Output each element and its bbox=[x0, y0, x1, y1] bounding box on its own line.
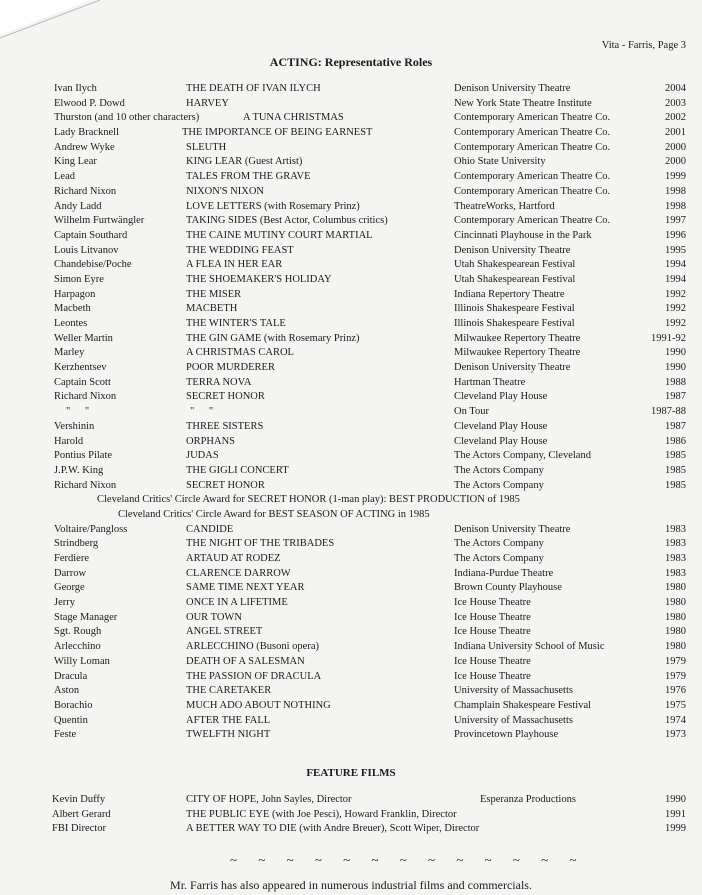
venue: Indiana Repertory Theatre bbox=[454, 288, 565, 300]
venue: Ohio State University bbox=[454, 156, 546, 168]
year: 1980 bbox=[665, 582, 686, 594]
venue: Utah Shakespearean Festival bbox=[454, 259, 576, 271]
role-name: Strindberg bbox=[54, 538, 99, 550]
ditto-mark: " " bbox=[190, 406, 220, 418]
venue: The Actors Company, Cleveland bbox=[454, 450, 591, 462]
play-title: DEATH OF A SALESMAN bbox=[186, 655, 305, 667]
venue: Contemporary American Theatre Co. bbox=[454, 215, 611, 227]
venue: The Actors Company bbox=[454, 553, 544, 564]
venue: Cincinnati Playhouse in the Park bbox=[454, 229, 592, 241]
play-title: THE PASSION OF DRACULA bbox=[186, 670, 322, 682]
play-title: POOR MURDERER bbox=[186, 362, 275, 374]
play-title: TWELFTH NIGHT bbox=[186, 729, 271, 741]
role-name: George bbox=[54, 582, 85, 594]
role-row bbox=[0, 377, 702, 392]
role-name: Louis Litvanov bbox=[54, 244, 119, 256]
role-row bbox=[0, 685, 702, 700]
footer-note: Mr. Farris has also appeared in numerous industrial films and commercials. bbox=[170, 878, 532, 892]
year: 1987 bbox=[665, 420, 686, 432]
role-row bbox=[0, 156, 702, 171]
role-row bbox=[0, 201, 702, 216]
play-title: THE WEDDING FEAST bbox=[186, 244, 294, 256]
year: 1994 bbox=[665, 273, 686, 285]
role-row bbox=[0, 729, 702, 744]
play-title: TERRA NOVA bbox=[186, 376, 252, 388]
role-name: Harpagon bbox=[54, 288, 96, 300]
play-title: JUDAS bbox=[186, 450, 219, 462]
role-name: Feste bbox=[54, 729, 77, 741]
year: 2003 bbox=[665, 97, 686, 109]
production-company: Esperanza Productions bbox=[480, 794, 576, 805]
role-name: Kerzhentsev bbox=[54, 362, 107, 374]
venue: New York State Theatre Institute bbox=[454, 97, 592, 109]
award-line bbox=[0, 494, 702, 509]
role-name: Ferdiere bbox=[54, 553, 89, 564]
venue: Cleveland Play House bbox=[454, 435, 548, 447]
play-title: TAKING SIDES (Best Actor, Columbus critics) bbox=[186, 215, 388, 227]
play-title: A CHRISTMAS CAROL bbox=[186, 347, 294, 359]
year: 2004 bbox=[665, 83, 686, 94]
role-row bbox=[0, 303, 702, 318]
play-title: SAME TIME NEXT YEAR bbox=[186, 582, 305, 594]
role-row bbox=[0, 347, 702, 362]
venue: Hartman Theatre bbox=[454, 376, 526, 388]
role-row bbox=[0, 171, 702, 186]
award-line bbox=[0, 509, 702, 524]
play-title: ONCE IN A LIFETIME bbox=[186, 597, 288, 609]
year: 2002 bbox=[665, 112, 686, 124]
role-row bbox=[0, 553, 702, 568]
play-title: A FLEA IN HER EAR bbox=[186, 259, 283, 271]
role-row bbox=[0, 142, 702, 157]
feature-films-list bbox=[0, 794, 702, 838]
role-row bbox=[0, 524, 702, 539]
play-title: MACBETH bbox=[186, 303, 238, 315]
role-row bbox=[0, 289, 702, 304]
role-name: J.P.W. King bbox=[54, 464, 104, 476]
role-row bbox=[0, 83, 702, 98]
venue: The Actors Company bbox=[454, 538, 544, 550]
play-title: THE WINTER'S TALE bbox=[186, 318, 286, 329]
role-row bbox=[0, 391, 702, 406]
role-name: Simon Eyre bbox=[54, 273, 104, 285]
venue: Milwaukee Repertory Theatre bbox=[454, 347, 581, 359]
role-name: Wilhelm Furtwängler bbox=[54, 215, 145, 227]
ditto-mark: " " bbox=[66, 406, 96, 418]
venue: Denison University Theatre bbox=[454, 244, 571, 256]
role-name: Harold bbox=[54, 435, 84, 447]
role-row bbox=[0, 362, 702, 377]
role-name: Willy Loman bbox=[54, 655, 110, 667]
venue: Champlain Shakespeare Festival bbox=[454, 699, 592, 711]
year: 1990 bbox=[665, 347, 686, 359]
acting-roles-list bbox=[0, 83, 702, 744]
venue: Ice House Theatre bbox=[454, 626, 531, 638]
role-name: Richard Nixon bbox=[54, 391, 117, 403]
role-row bbox=[0, 333, 702, 348]
role-row bbox=[0, 597, 702, 612]
year: 1985 bbox=[665, 479, 686, 491]
play-title: SECRET HONOR bbox=[186, 391, 265, 403]
venue: Contemporary American Theatre Co. bbox=[454, 127, 611, 139]
venue: University of Massachusetts bbox=[454, 714, 573, 726]
films-section-title: FEATURE FILMS bbox=[306, 767, 396, 779]
year: 2000 bbox=[665, 156, 686, 168]
role-row bbox=[0, 406, 702, 421]
venue: Ice House Theatre bbox=[454, 655, 531, 667]
year: 1994 bbox=[665, 259, 686, 271]
film-title: THE PUBLIC EYE (with Joe Pesci), Howard Franklin, Director bbox=[186, 808, 457, 820]
play-title: ARLECCHINO (Busoni opera) bbox=[186, 641, 319, 653]
year: 2000 bbox=[665, 141, 686, 153]
year: 1975 bbox=[665, 699, 686, 711]
role-name: Captain Scott bbox=[54, 376, 111, 388]
role-row bbox=[0, 656, 702, 671]
play-title: ARTAUD AT RODEZ bbox=[186, 553, 281, 564]
venue: Illinois Shakespeare Festival bbox=[454, 318, 575, 329]
venue: Contemporary American Theatre Co. bbox=[454, 171, 611, 183]
venue: Cleveland Play House bbox=[454, 391, 548, 403]
venue: Denison University Theatre bbox=[454, 523, 571, 535]
year: 1985 bbox=[665, 450, 686, 462]
play-title: THE DEATH OF IVAN ILYCH bbox=[186, 83, 321, 94]
role-name: Darrow bbox=[54, 567, 87, 579]
role-name: Captain Southard bbox=[54, 229, 128, 241]
role-name: Richard Nixon bbox=[54, 185, 117, 197]
role-name: Dracula bbox=[54, 670, 88, 682]
year: 1987 bbox=[665, 391, 686, 403]
year: 1992 bbox=[665, 318, 686, 329]
role-row bbox=[0, 230, 702, 245]
play-title: A TUNA CHRISTMAS bbox=[243, 112, 344, 124]
role-row bbox=[0, 715, 702, 730]
venue: Denison University Theatre bbox=[454, 362, 571, 374]
year: 1983 bbox=[665, 523, 686, 535]
year: 1991-92 bbox=[651, 332, 686, 344]
film-row bbox=[0, 809, 702, 824]
film-row bbox=[0, 794, 702, 809]
year: 1980 bbox=[665, 626, 686, 638]
role-name: Stage Manager bbox=[54, 611, 118, 623]
year: 1991 bbox=[665, 808, 686, 820]
role-name: Borachio bbox=[54, 699, 93, 711]
year: 1983 bbox=[665, 538, 686, 550]
play-title: CLARENCE DARROW bbox=[186, 567, 291, 579]
role-name: Macbeth bbox=[54, 303, 91, 315]
role-row bbox=[0, 274, 702, 289]
year: 1998 bbox=[665, 185, 686, 197]
play-title: NIXON'S NIXON bbox=[186, 185, 265, 197]
role-name: Ivan Ilych bbox=[54, 83, 97, 94]
venue: The Actors Company bbox=[454, 479, 544, 491]
role-name: Kevin Duffy bbox=[52, 794, 106, 805]
film-title: CITY OF HOPE, John Sayles, Director bbox=[186, 794, 352, 805]
film-title: A BETTER WAY TO DIE (with Andre Breuer), Scott Wiper, Director bbox=[186, 823, 480, 835]
role-row bbox=[0, 641, 702, 656]
role-row bbox=[0, 582, 702, 597]
role-name: Andrew Wyke bbox=[54, 141, 115, 153]
play-title: THE MISER bbox=[186, 288, 242, 300]
venue: Indiana-Purdue Theatre bbox=[454, 567, 554, 579]
year: 1979 bbox=[665, 655, 686, 667]
play-title: THE GIGLI CONCERT bbox=[186, 464, 289, 476]
role-name: Aston bbox=[54, 685, 80, 697]
venue: Contemporary American Theatre Co. bbox=[454, 185, 611, 197]
venue: Provincetown Playhouse bbox=[454, 729, 559, 741]
year: 1987-88 bbox=[651, 406, 686, 418]
play-title: THE CARETAKER bbox=[186, 685, 272, 697]
year: 1998 bbox=[665, 200, 686, 212]
award-text: Cleveland Critics' Circle Award for SECRET HONOR (1-man play): BEST PRODUCTION of 1985 bbox=[97, 494, 520, 506]
award-text: Cleveland Critics' Circle Award for BEST SEASON OF ACTING in 1985 bbox=[118, 508, 430, 520]
venue: Cleveland Play House bbox=[454, 420, 548, 432]
play-title: AFTER THE FALL bbox=[186, 714, 271, 726]
year: 1992 bbox=[665, 303, 686, 315]
role-row bbox=[0, 98, 702, 113]
venue: University of Massachusetts bbox=[454, 685, 573, 697]
play-title: KING LEAR (Guest Artist) bbox=[186, 156, 303, 168]
venue: Ice House Theatre bbox=[454, 597, 531, 609]
play-title: TALES FROM THE GRAVE bbox=[186, 171, 311, 183]
venue: Utah Shakespearean Festival bbox=[454, 273, 576, 285]
year: 1980 bbox=[665, 611, 686, 623]
role-name: Weller Martin bbox=[54, 332, 113, 344]
role-name: Albert Gerard bbox=[52, 808, 111, 820]
venue: Milwaukee Repertory Theatre bbox=[454, 332, 581, 344]
role-name: Arlecchino bbox=[54, 641, 101, 653]
role-row bbox=[0, 480, 702, 495]
role-row bbox=[0, 671, 702, 686]
venue: Ice House Theatre bbox=[454, 611, 531, 623]
year: 1997 bbox=[665, 215, 686, 227]
role-name: King Lear bbox=[54, 156, 97, 168]
role-name: FBI Director bbox=[52, 823, 106, 835]
role-row bbox=[0, 112, 702, 127]
year: 1992 bbox=[665, 288, 686, 300]
play-title: MUCH ADO ABOUT NOTHING bbox=[186, 699, 331, 711]
role-row bbox=[0, 421, 702, 436]
venue: Illinois Shakespeare Festival bbox=[454, 303, 575, 315]
year: 1974 bbox=[665, 714, 686, 726]
venue: Indiana University School of Music bbox=[454, 641, 605, 653]
year: 1983 bbox=[665, 567, 686, 579]
role-name: Jerry bbox=[54, 597, 75, 609]
year: 1976 bbox=[665, 685, 686, 697]
role-row bbox=[0, 127, 702, 142]
play-title: SECRET HONOR bbox=[186, 479, 265, 491]
play-title: THREE SISTERS bbox=[186, 420, 264, 432]
play-title: THE CAINE MUTINY COURT MARTIAL bbox=[186, 229, 373, 241]
role-row bbox=[0, 612, 702, 627]
role-name: Pontius Pilate bbox=[54, 450, 113, 462]
venue: Contemporary American Theatre Co. bbox=[454, 141, 611, 153]
acting-section-title: ACTING: Representative Roles bbox=[269, 55, 433, 69]
play-title: THE SHOEMAKER'S HOLIDAY bbox=[186, 273, 332, 285]
role-row bbox=[0, 186, 702, 201]
film-row bbox=[0, 823, 702, 838]
play-title: THE IMPORTANCE OF BEING EARNEST bbox=[182, 127, 373, 139]
play-title: LOVE LETTERS (with Rosemary Prinz) bbox=[186, 200, 360, 212]
play-title: SLEUTH bbox=[186, 141, 227, 153]
role-name: Andy Ladd bbox=[54, 200, 102, 212]
role-name: Richard Nixon bbox=[54, 479, 117, 491]
year: 1999 bbox=[665, 171, 686, 183]
role-name: Quentin bbox=[54, 714, 88, 726]
role-row bbox=[0, 465, 702, 480]
role-row bbox=[0, 700, 702, 715]
role-name: Vershinin bbox=[54, 420, 95, 432]
venue: The Actors Company bbox=[454, 464, 544, 476]
role-row bbox=[0, 245, 702, 260]
venue: Denison University Theatre bbox=[454, 83, 571, 94]
year: 1980 bbox=[665, 597, 686, 609]
play-title: ORPHANS bbox=[186, 435, 236, 447]
role-name: Lead bbox=[54, 171, 75, 183]
year: 1988 bbox=[665, 376, 686, 388]
role-name: Sgt. Rough bbox=[54, 626, 102, 638]
page-corner-mark bbox=[0, 0, 140, 60]
year: 2001 bbox=[665, 127, 686, 139]
play-title: ANGEL STREET bbox=[186, 626, 263, 638]
year: 1980 bbox=[665, 641, 686, 653]
year: 1995 bbox=[665, 244, 686, 256]
year: 1985 bbox=[665, 464, 686, 476]
role-row bbox=[0, 215, 702, 230]
year: 1999 bbox=[665, 823, 686, 835]
venue: Brown County Playhouse bbox=[454, 582, 562, 594]
play-title: CANDIDE bbox=[186, 523, 234, 535]
year: 1990 bbox=[665, 362, 686, 374]
year: 1979 bbox=[665, 670, 686, 682]
play-title: THE NIGHT OF THE TRIBADES bbox=[186, 538, 335, 550]
year: 1990 bbox=[665, 794, 686, 805]
role-name: Voltaire/Pangloss bbox=[54, 523, 128, 535]
year: 1973 bbox=[665, 729, 686, 741]
role-row bbox=[0, 436, 702, 451]
role-row bbox=[0, 318, 702, 333]
role-row bbox=[0, 568, 702, 583]
venue: Ice House Theatre bbox=[454, 670, 531, 682]
venue: TheatreWorks, Hartford bbox=[454, 200, 555, 212]
role-name: Lady Bracknell bbox=[54, 127, 120, 139]
role-row bbox=[0, 259, 702, 274]
venue: Contemporary American Theatre Co. bbox=[454, 112, 611, 124]
role-name: Marley bbox=[54, 347, 85, 359]
role-row bbox=[0, 450, 702, 465]
year: 1996 bbox=[665, 229, 686, 241]
role-name: Elwood P. Dowd bbox=[54, 97, 125, 109]
role-name: Chandebise/Poche bbox=[54, 259, 132, 271]
role-name: Leontes bbox=[54, 318, 88, 329]
role-name: Thurston (and 10 other characters) bbox=[54, 112, 200, 124]
role-row bbox=[0, 626, 702, 641]
venue: On Tour bbox=[454, 406, 489, 418]
play-title: OUR TOWN bbox=[186, 611, 242, 623]
year: 1983 bbox=[665, 553, 686, 564]
play-title: HARVEY bbox=[186, 97, 229, 109]
year: 1986 bbox=[665, 435, 686, 447]
page-reference: Vita - Farris, Page 3 bbox=[601, 40, 686, 51]
play-title: THE GIN GAME (with Rosemary Prinz) bbox=[186, 332, 360, 344]
role-row bbox=[0, 538, 702, 553]
decorative-divider: ~ ~ ~ ~ ~ ~ ~ ~ ~ ~ ~ ~ ~ bbox=[230, 852, 586, 867]
